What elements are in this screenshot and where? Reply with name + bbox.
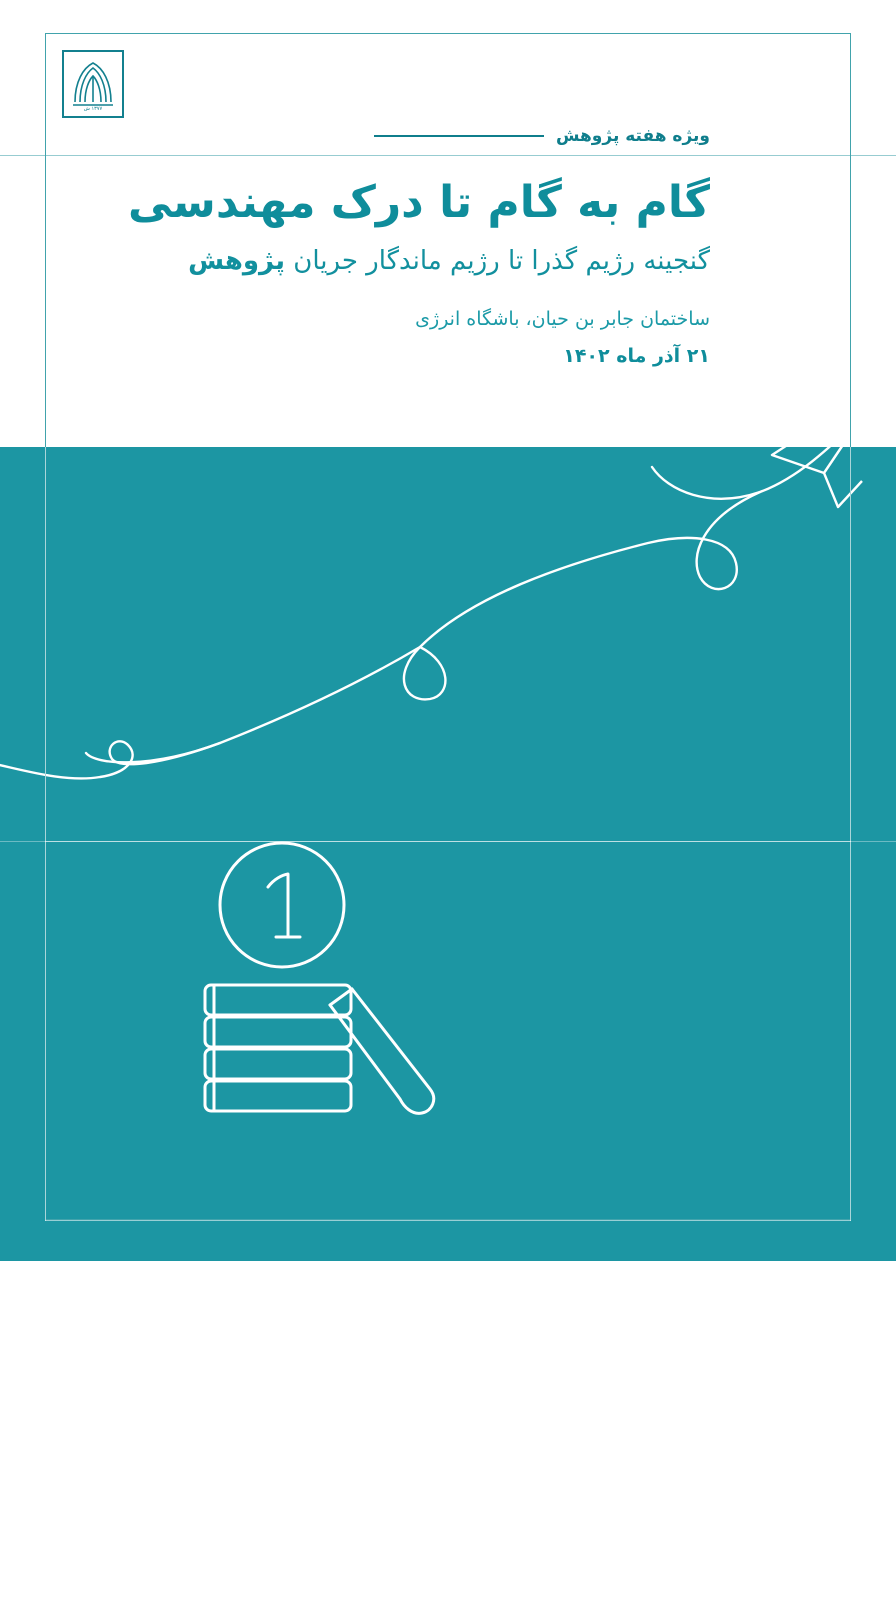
keywords-paragraph: از تصویر تا درک مهندسی | از شعر و ادب تا درک مهندسی | از فرهنگ تا درک مهندسی | از اخلاق تا درک مهندسی | از خود تا درک مهندسی | از زندگی تا درک مهندسی | از مهر تا درک مهندسی | از ارزش تا درک مهندسی | از مهارت زندگی تا درک مهندسی | از داستان‌پردازی تا درک مهندسی | گام به گام تا درک مهندسی | من و فکرهای مهندسی: گام به گام از آشنایی تا ماندگاری [190, 1362, 710, 1536]
header-divider-line [0, 155, 896, 156]
books-magnifier-illustration [0, 777, 896, 1247]
subtitle-plain: گنجینه رژیم گذرا تا رژیم ماندگار جریان [284, 246, 710, 276]
subtitle-bold: پژوهش [188, 246, 285, 276]
frame-line-left [45, 447, 46, 1221]
page-title: گام به گام تا درک مهندسی [128, 177, 710, 228]
date-text: ۲۱ آذر ماه ۱۴۰۲ [563, 345, 710, 367]
kicker-rule [374, 135, 544, 137]
footer [186, 1582, 710, 1601]
venue-text: ساختمان جابر بن حیان، باشگاه انرژی [415, 308, 710, 330]
svg-text:۱۳۷۷ ش: ۱۳۷۷ ش [83, 106, 103, 112]
university-logo [62, 50, 124, 118]
illustration [0, 447, 896, 967]
kicker [374, 126, 710, 146]
kicker-text: ویژه هفته پژوهش [555, 126, 710, 146]
frame-line-right [850, 447, 851, 1221]
frame-line-bottom [45, 1220, 851, 1221]
footer-rule [330, 1591, 420, 1593]
page-subtitle [150, 243, 710, 279]
body-section [0, 447, 896, 1601]
frame-line-mid [45, 841, 851, 842]
footer-text: باشگاه انرژی دانشگاه شهید بهشتی [431, 1582, 710, 1601]
header-section [0, 0, 896, 447]
